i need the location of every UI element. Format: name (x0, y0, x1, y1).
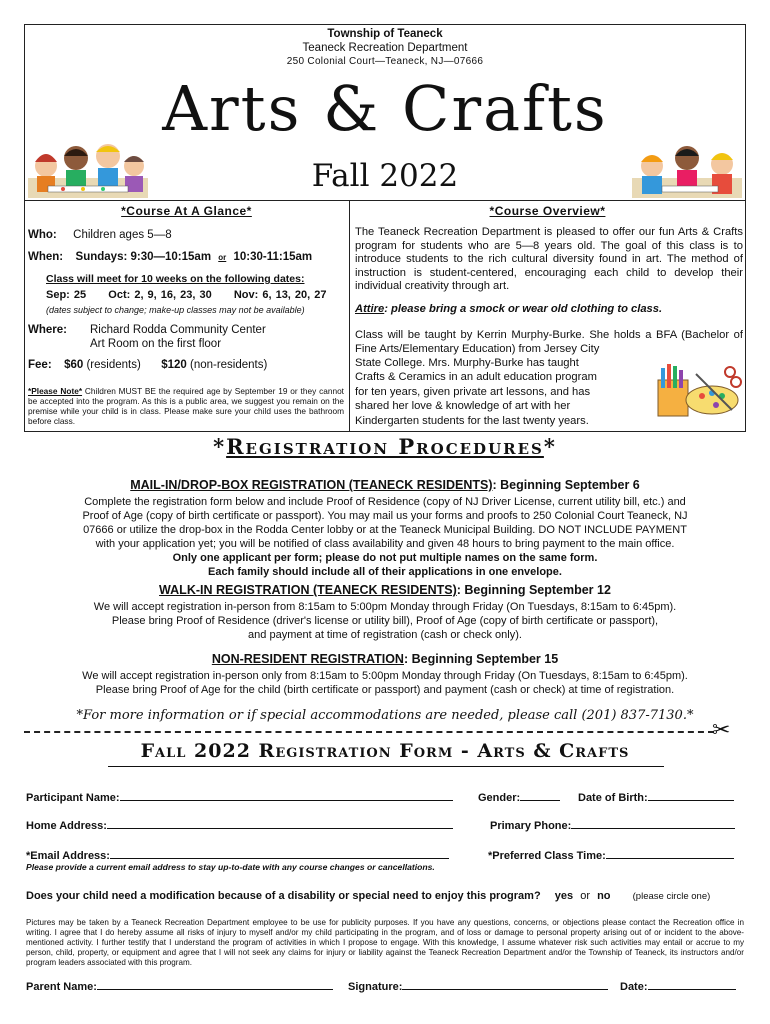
overview-line-1: State College. Mrs. Murphy-Burke has taught (355, 357, 579, 369)
nonresident-heading: NON-RESIDENT REGISTRATION: Beginning September 15 (211, 652, 559, 666)
modification-question: Does your child need a modification because of a disability or special need to enjoy this program? yes or no (please circle one) (26, 890, 711, 902)
primary-phone-field[interactable]: Primary Phone: (490, 818, 735, 833)
registration-title-star: * (213, 434, 227, 459)
mailin-line-1: Complete the registration form below and include Proof of Residence (copy of NJ Driver License, current utility bill, etc.) and (84, 496, 686, 508)
when-label: When: (28, 251, 64, 263)
attire-text: : please bring a smock or wear old clothing to class. (384, 303, 663, 315)
please-note-label: *Please Note* (28, 386, 83, 396)
registration-title: *Registration Procedures* (213, 434, 557, 459)
info-note: *For more information or if special accommodations are needed, please call (201) 837-7130.* (76, 708, 694, 723)
when-time-2: 10:30-11:15am (233, 251, 313, 263)
when-time-1: Sundays: 9:30—10:15am (75, 251, 212, 263)
page-title: Arts & Crafts (162, 72, 608, 145)
department-name: Teaneck Recreation Department (302, 42, 468, 54)
nonresident-line-1: We will accept registration in-person only from 8:15am to 5:00pm Monday through Friday (On Tuesdays, 8:15am to 6:45pm). (82, 670, 688, 682)
season-title: Fall 2022 (311, 158, 459, 194)
dates-disclaimer: (dates subject to change; make-up classes may not be available) (46, 305, 305, 315)
box-divider-vertical (349, 200, 350, 432)
fee-nonresident-amount: $120 (161, 359, 187, 371)
overview-paragraph-2a: Class will be taught by Kerrin Murphy-Burke. She holds a BFA (Bachelor of Fine Arts/Elementary Education) from Jersey City (355, 329, 743, 355)
fee-nonresident-label: (non-residents) (189, 359, 268, 371)
art-supplies-illustration (652, 360, 742, 420)
department-address: 250 Colonial Court—Teaneck, NJ—07666 (286, 56, 484, 67)
children-crafting-illustration (632, 140, 742, 198)
overview-line-2: Crafts & Ceramics in an adult education program (355, 371, 597, 384)
mailin-line-6: Each family should include all of their applications in one envelope. (208, 566, 562, 578)
dates-nov: Nov: 6, 13, 20, 27 (233, 289, 327, 301)
where-line-1: Richard Rodda Community Center (90, 324, 266, 336)
where-line-2: Art Room on the first floor (90, 338, 222, 350)
overview-paragraph-2b (355, 356, 645, 428)
email-address-field[interactable]: *Email Address: (26, 848, 449, 863)
gender-field[interactable]: Gender: (478, 790, 560, 805)
mailin-line-5: Only one applicant per form; please do not put multiple names on the same form. (172, 552, 598, 564)
fee-row (28, 358, 267, 372)
please-note-text: Children MUST BE the required age by September 19 or they cannot be accepted into the program. As this is a public area, we suggest you remain on the premise while your child is in class. Please make sure your child uses the bathroom before class. (28, 386, 344, 426)
mailin-line-2: Proof of Age (copy of birth certificate or passport). You may mail us your forms and proofs to 250 Colonial Court Teaneck, NJ (82, 510, 688, 522)
fee-label: Fee: (28, 359, 52, 371)
mailin-line-4: with your application yet; you will be notified of class availability and given 48 hours to bring payment to the main office. (95, 538, 675, 550)
fee-resident-amount: $60 (64, 359, 84, 371)
walkin-heading: WALK-IN REGISTRATION (TEANECK RESIDENTS): Beginning September 12 (159, 583, 611, 597)
walkin-line-1: We will accept registration in-person from 8:15am to 5:00pm Monday through Friday (On Tuesdays, 8:15am to 6:45pm). (93, 601, 677, 613)
walkin-line-3: and payment at time of registration (cash or check only). (248, 629, 522, 641)
who-row (28, 228, 172, 242)
date-of-birth-field[interactable]: Date of Birth: (578, 790, 734, 805)
date-field[interactable]: Date: (620, 979, 736, 994)
registration-title-text: Registration Procedures (226, 434, 544, 459)
waiver-text: Pictures may be taken by a Teaneck Recreation Department employee to be use for publicity purposes. If you have any questions, concerns, or objections please contact the Recreation office in writing. I agree that I do hereby assume all risks of injury to myself and/or my child participating in the program, and of loss or damage to personal property arising out of or incident to the above-mentioned activity. I further testify that I understand the program of activities in which I propose to engage. With this knowledge, I assume whatever risk such activities may entail or accrue to my person, child, property, or equipment and agree that I will not seek any claims for injury or liability against the Teaneck Recreation Department and/or the Township of Teaneck, its instructors and/or program leaders associated with this program. (26, 918, 744, 967)
overview-paragraph-1: The Teaneck Recreation Department is pleased to offer our fun Arts & Crafts program for students who are 5—8 years old. The goal of this class is to introduce students to the rich cultural diversity found in art. The method of instruction is student-centered, encouraging each child to develop their individual creativity through art. (355, 226, 743, 293)
fee-resident-label: (residents) (86, 359, 141, 371)
mailin-line-3: 07666 or utilize the drop-box in the Rodda Center lobby or at the Teaneck Municipal Building. DO NOT INCLUDE PAYMENT (83, 524, 687, 536)
mailin-heading: MAIL-IN/DROP-BOX REGISTRATION (TEANECK RESIDENTS): Beginning September 6 (130, 478, 640, 492)
please-note (28, 386, 344, 426)
home-address-field[interactable]: Home Address: (26, 818, 453, 833)
walkin-line-2: Please bring Proof of Residence (driver's license or utility bill), Proof of Age (copy of birth certificate or passport), (111, 615, 659, 627)
cut-line (24, 731, 714, 733)
yes-option[interactable]: yes (554, 890, 574, 902)
weeks-note: Class will meet for 10 weeks on the following dates: (46, 273, 305, 285)
preferred-class-time-field[interactable]: *Preferred Class Time: (488, 848, 734, 863)
overview-line-3: for ten years, given private art lessons, and has (355, 385, 591, 398)
attire-label: Attire (355, 303, 385, 315)
overview-heading: *Course Overview* (489, 204, 606, 218)
when-or: or (218, 253, 227, 262)
email-note: Please provide a current email address to stay up-to-date with any course changes or cancellations. (26, 862, 435, 872)
dates-sep: Sep: 25 (46, 289, 87, 301)
attire-line (355, 303, 743, 317)
class-dates (46, 288, 327, 302)
when-row (28, 250, 312, 265)
dates-oct: Oct: 2, 9, 16, 23, 30 (108, 289, 212, 301)
form-title-underline (108, 766, 664, 767)
where-label: Where: (28, 324, 67, 336)
circle-note: (please circle one) (632, 891, 711, 902)
who-label: Who: (28, 229, 57, 241)
form-title: Fall 2022 Registration Form - Arts & Crafts (140, 740, 630, 762)
scissors-icon: ✂ (712, 717, 731, 742)
overview-line-4: shared her love & knowledge of art with her (355, 400, 571, 413)
signature-field[interactable]: Signature: (348, 979, 608, 994)
who-value: Children ages 5—8 (73, 229, 172, 241)
parent-name-field[interactable]: Parent Name: (26, 979, 333, 994)
no-option[interactable]: no (597, 890, 611, 902)
township-name: Township of Teaneck (327, 28, 443, 40)
nonresident-line-2: Please bring Proof of Age for the child (birth certificate or passport) and payment (cash or check) at time of registration. (95, 684, 675, 696)
overview-line-5: Kindergarten students for the last twenty years. (355, 414, 589, 427)
children-painting-illustration (28, 138, 148, 198)
glance-heading: *Course At A Glance* (121, 204, 252, 218)
participant-name-field[interactable]: Participant Name: (26, 790, 453, 805)
box-divider-horizontal (24, 200, 746, 201)
